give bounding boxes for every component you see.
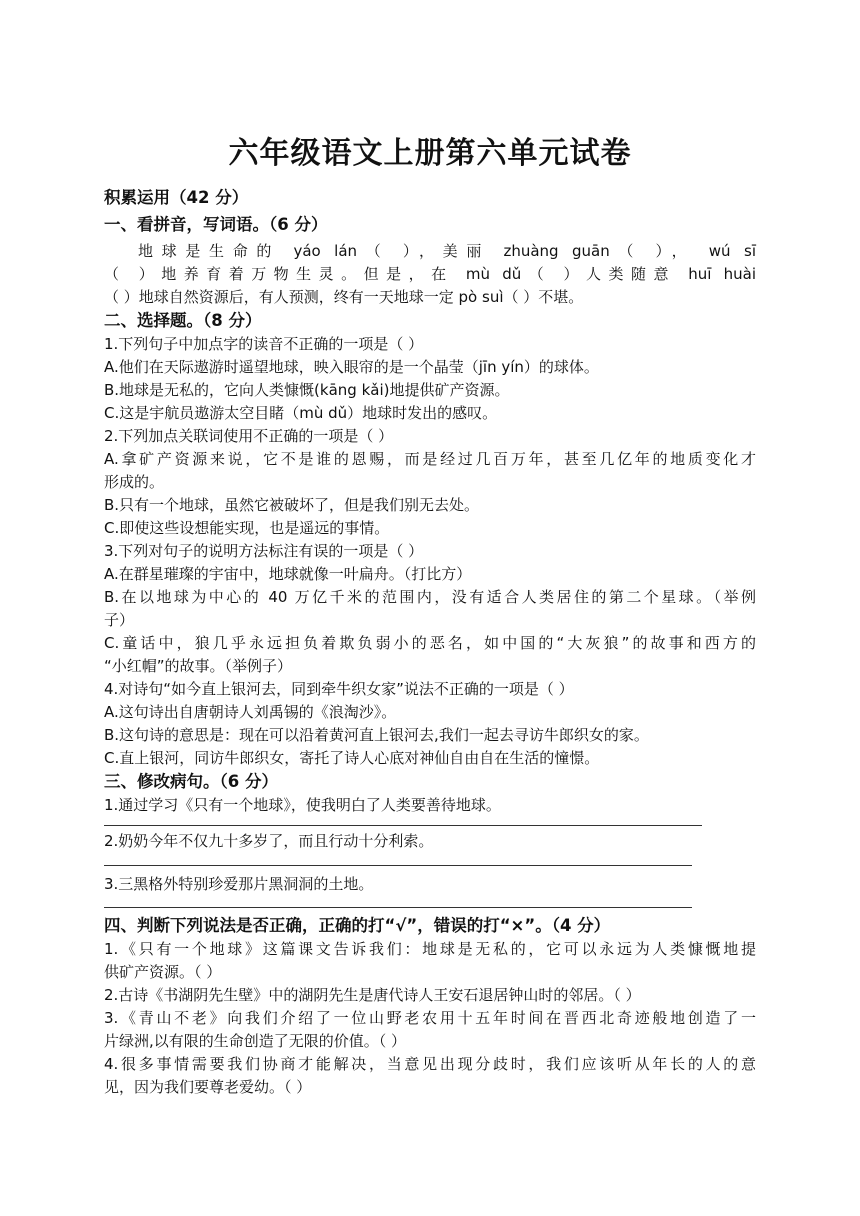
s2-line: B.这句诗的意思是：现在可以沿着黄河直上银河去,我们一起去寻访牛郎织女的家。 (104, 726, 649, 744)
s2-line: C.直上银河，同访牛郎织女，寄托了诗人心底对神仙自由自在生活的憧憬。 (104, 749, 600, 767)
s4-line: 1.《只有一个地球》这篇课文告诉我们：地球是无私的，它可以永远为人类慷慨地提 (104, 940, 756, 958)
s3-item: 1.通过学习《只有一个地球》，使我明白了人类要善待地球。 (104, 796, 501, 814)
page-title: 六年级语文上册第六单元试卷 (228, 136, 632, 171)
section-heading-accumulation: 积累运用（42 分） (104, 188, 249, 207)
s1-line: （ ）地养育着万物生灵。但是，在 mù dǔ（ ）人类随意 huī huài (104, 265, 756, 283)
s3-item: 2.奶奶今年不仅九十多岁了，而且行动十分利索。 (104, 832, 434, 850)
s1-line: （ ）地球自然资源后，有人预测，终有一天地球一定 pò suì（ ）不堪。 (104, 288, 584, 306)
s1-heading: 一、看拼音，写词语。（6 分） (104, 215, 328, 234)
s4-line: 片绿洲,以有限的生命创造了无限的价值。（ ） (104, 1032, 407, 1050)
s2-line: A.他们在天际遨游时遥望地球，映入眼帘的是一个晶莹（jīn yín）的球体。 (104, 358, 599, 376)
s4-line: 见，因为我们要尊老爱幼。（ ） (104, 1078, 312, 1096)
s4-line: 4.很多事情需要我们协商才能解决，当意见出现分歧时，我们应该听从年长的人的意 (104, 1055, 756, 1073)
s3-heading: 三、修改病句。（6 分） (104, 772, 278, 791)
answer-line (104, 865, 692, 866)
s2-line: “小红帽”的故事。（举例子） (104, 657, 293, 675)
s2-line: B.地球是无私的，它向人类慷慨(kāng kǎi)地提供矿产资源。 (104, 381, 510, 399)
s2-line: 2.下列加点关联词使用不正确的一项是（ ） (104, 427, 394, 445)
s2-line: 4.对诗句“如今直上银河去，同到牵牛织女家”说法不正确的一项是（ ） (104, 680, 574, 698)
s2-line: 1.下列句子中加点字的读音不正确的一项是（ ） (104, 335, 424, 353)
s3-item: 3.三黑格外特别珍爱那片黑洞洞的土地。 (104, 875, 374, 893)
s2-line: 形成的。 (104, 473, 165, 491)
s2-line: B.在以地球为中心的 40 万亿千米的范围内，没有适合人类居住的第二个星球。（举例 (104, 588, 756, 606)
s2-line: A.在群星璀璨的宇宙中，地球就像一叶扁舟。（打比方） (104, 565, 472, 583)
s2-line: A.这句诗出自唐朝诗人刘禹锡的《浪淘沙》。 (104, 703, 397, 721)
s4-line: 供矿产资源。（ ） (104, 963, 222, 981)
s4-line: 2.古诗《书湖阴先生壁》中的湖阴先生是唐代诗人王安石退居钟山时的邻居。（ ） (104, 986, 641, 1004)
s2-line: C.即使这些设想能实现，也是遥远的事情。 (104, 519, 390, 537)
s2-line: 3.下列对句子的说明方法标注有误的一项是（ ） (104, 542, 424, 560)
s4-line: 3.《青山不老》向我们介绍了一位山野老农用十五年时间在晋西北奇迹般地创造了一 (104, 1009, 756, 1027)
s2-line: C.童话中，狼几乎永远担负着欺负弱小的恶名，如中国的“大灰狼”的故事和西方的 (104, 634, 756, 652)
s1-line: 地球是生命的 yáo lán（ ），美丽 zhuàng guān（ ）， wú sī (138, 242, 756, 260)
s2-line: 子） (104, 611, 135, 629)
s2-line: A.拿矿产资源来说，它不是谁的恩赐，而是经过几百万年，甚至几亿年的地质变化才 (104, 450, 756, 468)
answer-line (104, 825, 702, 826)
answer-line (104, 907, 692, 908)
s2-line: C.这是宇航员遨游太空目睹（mù dǔ）地球时发出的感叹。 (104, 404, 498, 422)
s4-heading: 四、判断下列说法是否正确，正确的打“√”，错误的打“×”。（4 分） (104, 916, 611, 935)
s2-line: B.只有一个地球，虽然它被破坏了，但是我们别无去处。 (104, 496, 480, 514)
s2-heading: 二、选择题。（8 分） (104, 311, 262, 330)
